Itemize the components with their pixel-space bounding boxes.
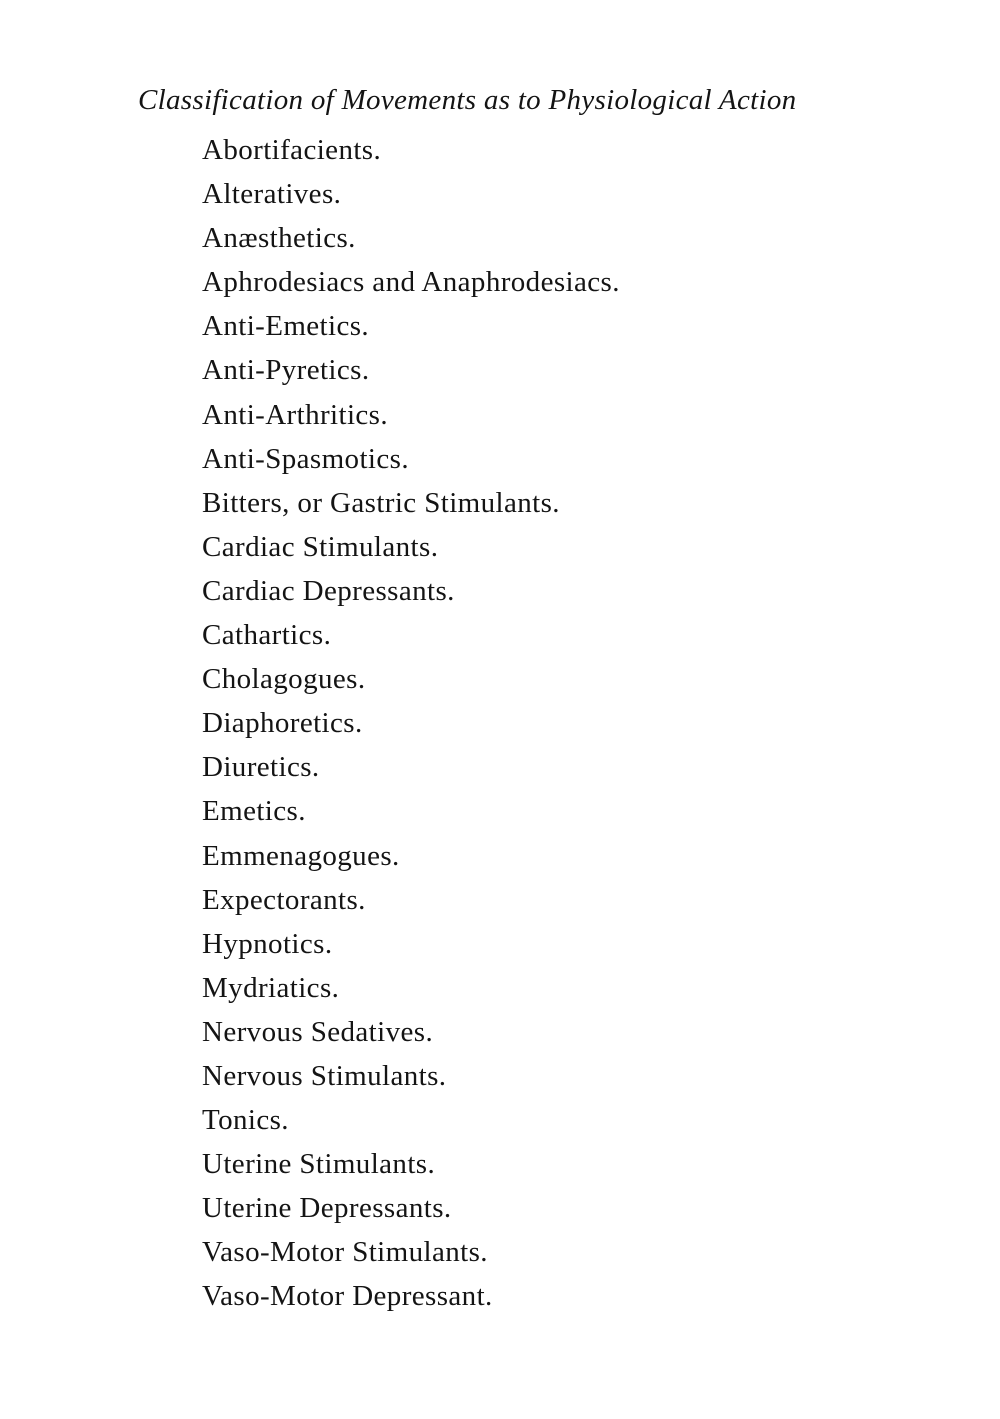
- list-item: Tonics.: [202, 1104, 289, 1137]
- list-item: Mydriatics.: [202, 971, 340, 1004]
- list-item: Cathartics.: [202, 619, 332, 652]
- list-item: Anti-Arthritics.: [202, 398, 389, 431]
- page-heading: Classification of Movements as to Physiological Action: [138, 84, 797, 116]
- list-item: Hypnotics.: [202, 927, 333, 960]
- list-item: Cardiac Depressants.: [202, 574, 455, 607]
- list-item: Abortifacients.: [202, 134, 382, 166]
- list-item: Anti-Spasmotics.: [202, 442, 409, 475]
- list-item: Anti-Emetics.: [202, 310, 370, 343]
- list-item: Uterine Depressants.: [202, 1192, 452, 1225]
- list-item: Nervous Stimulants.: [202, 1059, 447, 1092]
- list-item: Cardiac Stimulants.: [202, 530, 439, 563]
- list-item: Vaso-Motor Stimulants.: [202, 1236, 488, 1269]
- list-item: Vaso-Motor Depressant.: [202, 1280, 493, 1313]
- list-item: Diaphoretics.: [202, 707, 363, 740]
- classification-list: [202, 128, 620, 1319]
- list-item: Expectorants.: [202, 883, 366, 916]
- list-item: Emmenagogues.: [202, 839, 400, 872]
- list-item: Alteratives.: [202, 178, 342, 211]
- list-item: Emetics.: [202, 795, 306, 828]
- list-item: Uterine Stimulants.: [202, 1148, 436, 1181]
- list-item: Cholagogues.: [202, 663, 366, 696]
- list-item: Anæsthetics.: [202, 222, 356, 255]
- list-item: Bitters, or Gastric Stimulants.: [202, 486, 560, 519]
- list-item: Aphrodesiacs and Anaphrodesiacs.: [202, 266, 620, 299]
- list-item: Diuretics.: [202, 751, 320, 784]
- list-item: Nervous Sedatives.: [202, 1015, 434, 1048]
- list-item: Anti-Pyretics.: [202, 354, 370, 387]
